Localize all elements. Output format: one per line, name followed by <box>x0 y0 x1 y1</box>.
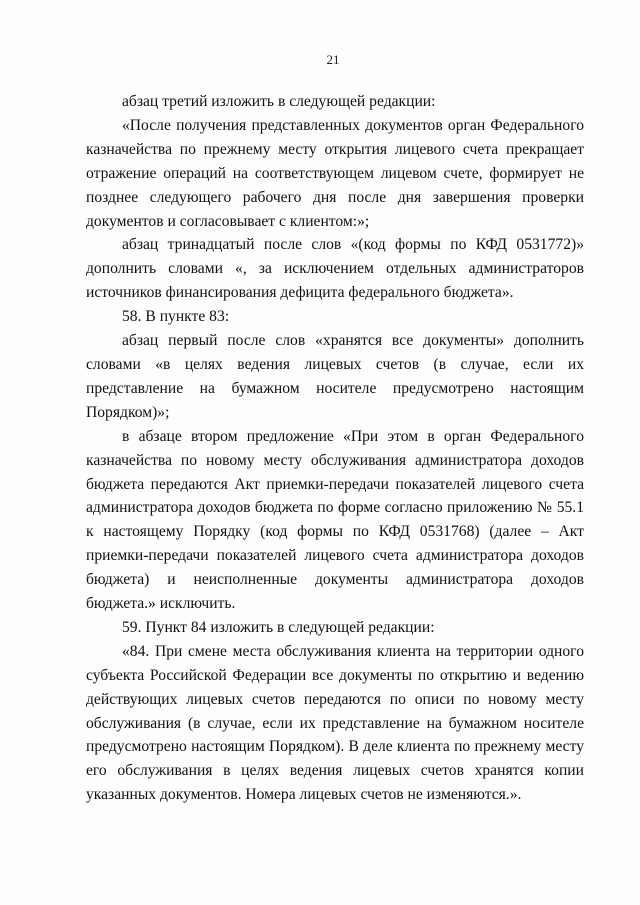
paragraph-first-amendment: абзац первый после слов «хранятся все документы» дополнить словами «в целях ведения лицевых счетов (в случае, если их представление на бумажном носителе предусмотрено настоящим Порядком)»; <box>86 332 584 421</box>
document-body <box>86 90 584 807</box>
paragraph-thirteenth-amendment: абзац тринадцатый после слов «(код формы по КФД 0531772)» дополнить словами «, за исключением отдельных администраторов источников финансирования дефицита федерального бюджета». <box>86 236 584 302</box>
paragraph-item-84-text: «84. При смене места обслуживания клиента на территории одного субъекта Российской Федерации все документы по открытию и ведению действующих лицевых счетов передаются по описи по новому месту обслуживания (в случае, если их представление на бумажном носителе предусмотрено настоящим Порядком). В деле клиента по прежнему месту его обслуживания в целях ведения лицевых счетов хранятся копии указанных документов. Номера лицевых счетов не изменяются.». <box>86 642 584 804</box>
page-number: 21 <box>326 52 340 67</box>
paragraph-second-amendment: в абзаце втором предложение «При этом в орган Федерального казначейства по новому месту обслуживания администратора доходов бюджета передаются Акт приемки-передачи показателей лицевого счета администратора доходов бюджета по форме согласно приложению № 55.1 к настоящему Порядку (код формы по КФД 0531768) (далее – Акт приемки-передачи показателей лицевого счета администратора доходов бюджета) и неисполненные документы администратора доходов бюджета.» исключить. <box>86 427 584 613</box>
paragraph-intro-third: абзац третий изложить в следующей редакции: <box>122 93 436 110</box>
paragraph-quote-closing-account: «После получения представленных документов орган Федерального казначейства по прежнему месту открытия лицевого счета прекращает отражение операций на соответствующем лицевом счете, формирует не позднее следующего рабочего дня после дня завершения проверки документов и согласовывает с клиентом:»; <box>86 116 584 230</box>
paragraph-item-59-heading: 59. Пункт 84 изложить в следующей редакции: <box>122 618 435 636</box>
paragraph-item-58-heading: 58. В пункте 83: <box>122 308 230 326</box>
